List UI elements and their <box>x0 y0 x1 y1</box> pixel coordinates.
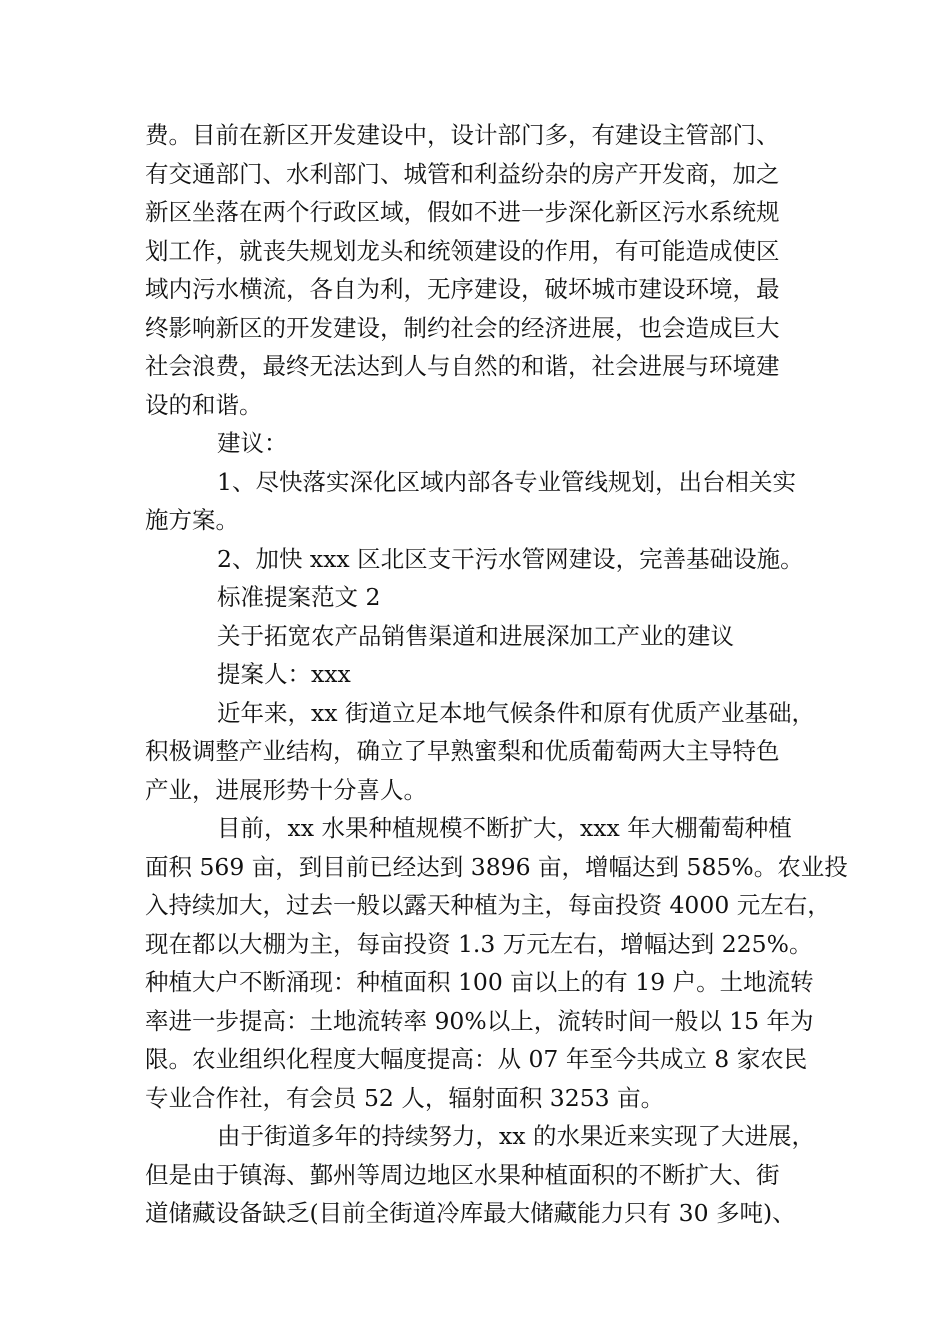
text-line: 1、尽快落实深化区域内部各专业管线规划，出台相关实 <box>217 467 796 496</box>
text-line: 现在都以大棚为主，每亩投资 1.3 万元左右，增幅达到 225%。 <box>145 929 813 958</box>
document-body <box>145 116 848 1233</box>
text-line: 面积 569 亩，到目前已经达到 3896 亩，增幅达到 585%。农业投 <box>145 852 848 881</box>
text-line: 种植大户不断涌现：种植面积 100 亩以上的有 19 户。土地流转 <box>145 968 814 996</box>
text-line: 近年来，xx 街道立足本地气候条件和原有优质产业基础， <box>217 698 815 727</box>
text-line: 有交通部门、水利部门、城管和利益纷杂的房产开发商，加之 <box>145 159 780 188</box>
text-line: 域内污水横流，各自为利，无序建设，破坏城市建设环境，最 <box>145 275 780 303</box>
text-line: 入持续加大，过去一般以露天种植为主，每亩投资 4000 元左右， <box>145 891 831 919</box>
text-line: 限。农业组织化程度大幅度提高：从 07 年至今共成立 8 家农民 <box>145 1045 808 1073</box>
text-line: 由于街道多年的持续努力，xx 的水果近来实现了大进展， <box>217 1122 815 1150</box>
text-line: 关于拓宽农产品销售渠道和进展深加工产业的建议 <box>217 621 734 650</box>
text-line: 标准提案范文 2 <box>217 583 381 611</box>
text-line: 终影响新区的开发建设，制约社会的经济进展，也会造成巨大 <box>145 313 780 342</box>
text-line: 率进一步提高：土地流转率 90%以上，流转时间一般以 15 年为 <box>145 1006 814 1035</box>
text-line: 目前，xx 水果种植规模不断扩大，xxx 年大棚葡萄种植 <box>217 814 792 842</box>
text-line: 道储藏设备缺乏(目前全街道冷库最大储藏能力只有 30 多吨)、 <box>145 1199 796 1227</box>
text-line: 2、加快 xxx 区北区支干污水管网建设，完善基础设施。 <box>217 544 804 573</box>
text-line: 新区坐落在两个行政区域，假如不进一步深化新区污水系统规 <box>145 198 780 226</box>
text-line: 产业，进展形势十分喜人。 <box>145 775 427 804</box>
text-line: 设的和谐。 <box>145 390 263 419</box>
text-line: 费。目前在新区开发建设中，设计部门多，有建设主管部门、 <box>145 121 780 149</box>
text-line: 积极调整产业结构，确立了早熟蜜梨和优质葡萄两大主导特色 <box>145 737 780 765</box>
text-line: 划工作，就丧失规划龙头和统领建设的作用，有可能造成使区 <box>145 236 780 265</box>
text-line: 提案人：xxx <box>217 660 351 688</box>
text-line: 施方案。 <box>145 506 239 534</box>
text-line: 专业合作社，有会员 52 人，辐射面积 3253 亩。 <box>145 1083 665 1112</box>
text-line: 但是由于镇海、鄞州等周边地区水果种植面积的不断扩大、街 <box>145 1160 780 1189</box>
text-line: 建议： <box>217 429 288 457</box>
text-line: 社会浪费，最终无法达到人与自然的和谐，社会进展与环境建 <box>145 352 780 380</box>
